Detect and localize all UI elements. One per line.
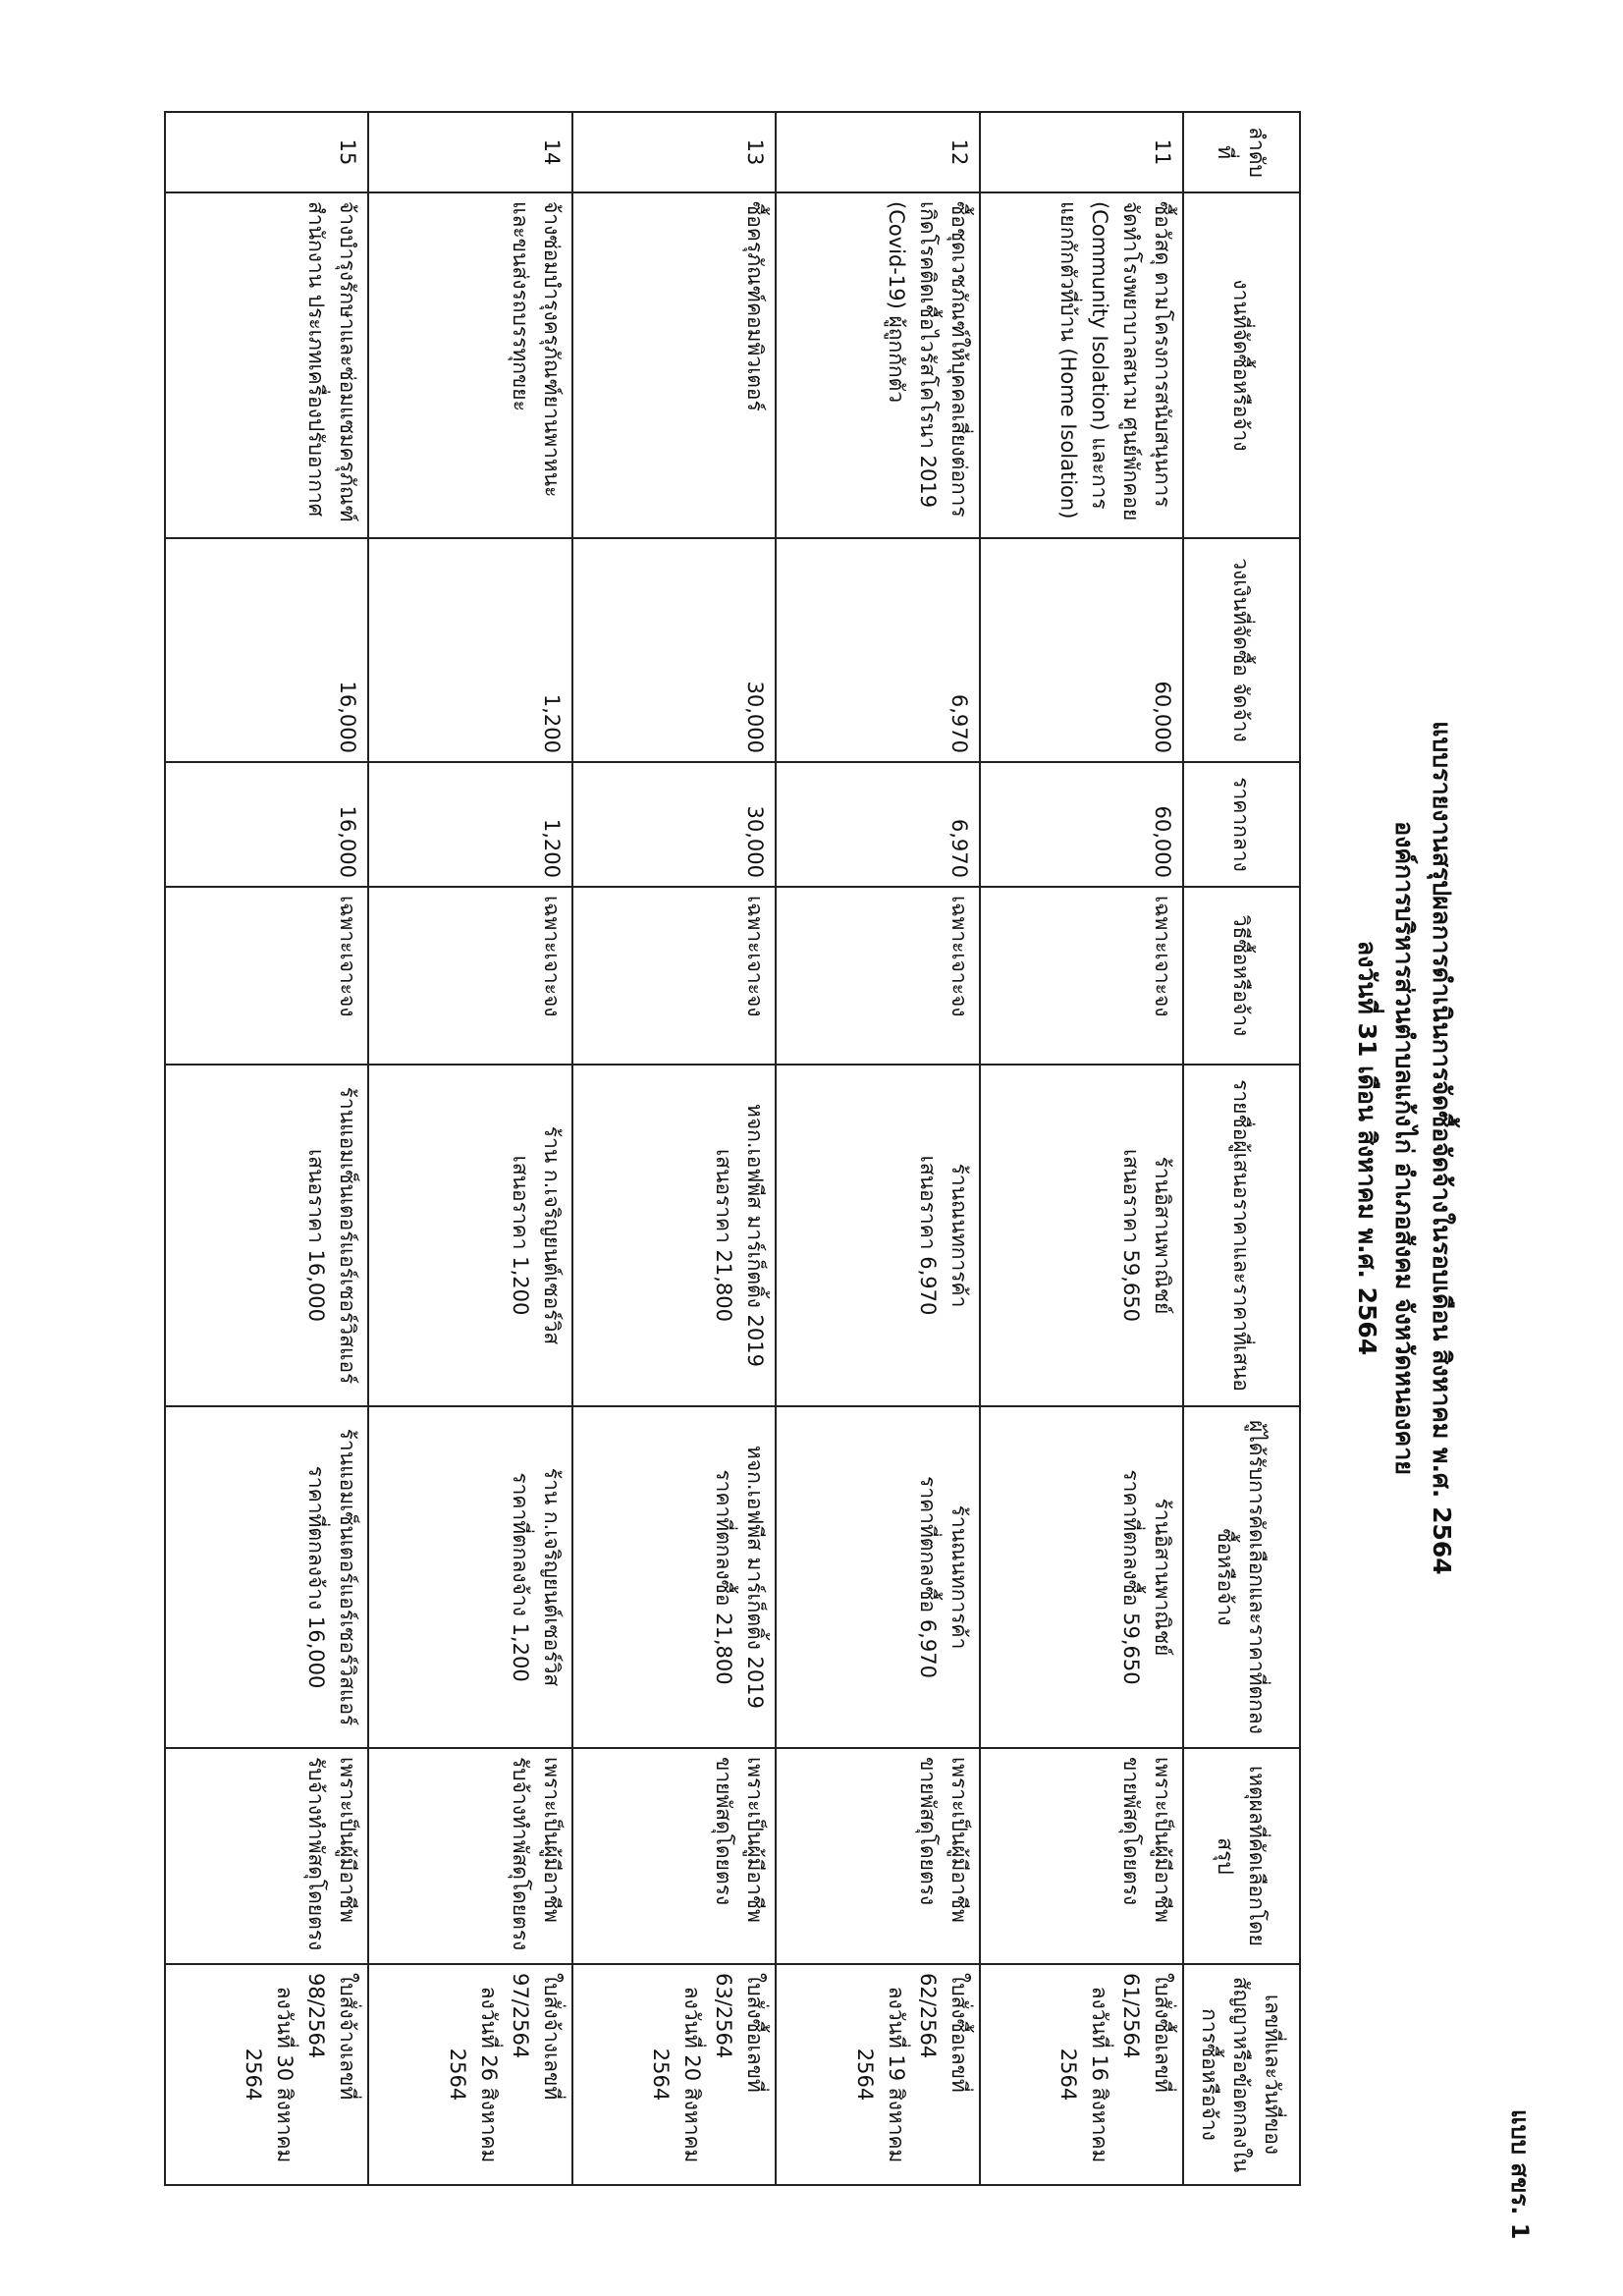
- row-winner: [572, 1406, 776, 1748]
- row-method: เฉพาะเจาะจง: [980, 887, 1183, 1065]
- winner-name: ร้าน ก.เจริญยนต์เซอร์วิส: [539, 1467, 564, 1687]
- winner-price: ราคาที่ตกลงจ้าง 16,000: [304, 1465, 329, 1689]
- contract-year: 2564: [852, 2048, 877, 2102]
- row-bidders: [980, 1065, 1183, 1406]
- bidder-name: ร้านณนทการค้า: [947, 1163, 971, 1308]
- winner-name: ร้านแอมเซ็นเตอร์แอร์เซอร์วิสแอร์: [336, 1428, 360, 1726]
- winner-price: ราคาที่ตกลงซื้อ 21,800: [712, 1469, 736, 1685]
- row-median-price: 1,200: [368, 762, 571, 887]
- row-contract: [776, 1964, 979, 2185]
- table-row: [368, 112, 571, 2185]
- bidder-price: เสนอราคา 1,200: [508, 1155, 532, 1316]
- row-median-price: 30,000: [572, 762, 776, 887]
- organization-name: องค์การบริหารส่วนตำบลแก้งไก่ อำเภอสังคม จังหวัดหนองคาย: [1390, 821, 1419, 1475]
- row-contract: [368, 1964, 571, 2185]
- header-bidders: รายชื่อผู้เสนอราคาและราคาที่เสนอ: [1183, 1065, 1300, 1406]
- row-winner: [368, 1406, 571, 1748]
- row-winner: [980, 1406, 1183, 1748]
- bidder-name: ร้านแอมเซ็นเตอร์แอร์เซอร์วิสแอร์: [336, 1086, 360, 1385]
- report-title: แบบรายงานสรุปผลการดำเนินการจัดซื้อจัดจ้างในรอบเดือน สิงหาคม พ.ศ. 2564: [1428, 721, 1456, 1575]
- winner-name: ร้านอิสานพาณิชย์: [1151, 1498, 1174, 1657]
- row-work: ซื้อวัสดุ ตามโครงการสนับสนุนการจัดทำโรงพยาบาลสนาม ศูนย์พักคอย (Community Isolation) และการแยกกักตัวที่บ้าน (Home Isolation): [980, 192, 1183, 538]
- row-reason: เพราะเป็นผู้มีอาชีพขายพัสดุโดยตรง: [980, 1748, 1183, 1964]
- bidder-price: เสนอราคา 16,000: [304, 1148, 329, 1323]
- contract-year: 2564: [1056, 2048, 1080, 2102]
- row-work: ซื้อครุภัณฑ์คอมพิวเตอร์: [572, 192, 776, 538]
- contract-no: ใบสั่งจ้างเลขที่ 97/2564: [508, 1973, 564, 2101]
- row-budget: 16,000: [165, 538, 368, 762]
- row-median-price: 60,000: [980, 762, 1183, 887]
- winner-name: ร้านณนทการค้า: [947, 1504, 971, 1650]
- winner-price: ราคาที่ตกลงซื้อ 6,970: [915, 1476, 940, 1678]
- row-winner: [776, 1406, 979, 1748]
- row-work: จ้างซ่อมบำรุงครุภัณฑ์ยานพาหนะและขนส่งรถบรรทุกขยะ: [368, 192, 571, 538]
- row-budget: 60,000: [980, 538, 1183, 762]
- row-median-price: 16,000: [165, 762, 368, 887]
- bidder-price: เสนอราคา 21,800: [712, 1148, 736, 1323]
- row-no: 15: [165, 112, 368, 192]
- contract-year: 2564: [242, 2048, 266, 2102]
- contract-no: ใบสั่งจ้างเลขที่ 98/2564: [304, 1973, 360, 2101]
- row-no: 11: [980, 112, 1183, 192]
- table-row: [776, 112, 979, 2185]
- row-reason: เพราะเป็นผู้มีอาชีพขายพัสดุโดยตรง: [776, 1748, 979, 1964]
- contract-no: ใบสั่งซื้อเลขที่ 61/2564: [1119, 1973, 1174, 2093]
- row-work: จ้างบำรุงรักษาและซ่อมแซมครุภัณฑ์สำนักงาน ประเภทเครื่องปรับอากาศ: [165, 192, 368, 538]
- contract-no: ใบสั่งซื้อเลขที่ 62/2564: [915, 1973, 971, 2093]
- winner-price: ราคาที่ตกลงซื้อ 59,650: [1119, 1469, 1143, 1685]
- bidder-name: ร้านอิสานพาณิชย์: [1151, 1156, 1174, 1315]
- row-no: 13: [572, 112, 776, 192]
- row-work: ซื้อชุดเวชภัณฑ์ให้บุคคลเสี่ยงต่อการเกิดโรคติดเชื้อไวรัสโคโรนา 2019 (Covid-19) ผู้ถูกกักตัว: [776, 192, 979, 538]
- row-bidders: [776, 1065, 979, 1406]
- contract-date: ลงวันที่ 19 สิงหาคม: [884, 1986, 908, 2163]
- row-contract: [980, 1964, 1183, 2185]
- winner-name: หจก.เอฟพีส มาร์เก็ตติ้ง 2019: [743, 1446, 768, 1709]
- row-no: 12: [776, 112, 979, 192]
- bidder-price: เสนอราคา 59,650: [1119, 1148, 1143, 1323]
- row-contract: [165, 1964, 368, 2185]
- row-reason: เพราะเป็นผู้มีอาชีพรับจ้างทำพัสดุโดยตรง: [368, 1748, 571, 1964]
- contract-date: ลงวันที่ 26 สิงหาคม: [476, 1986, 501, 2163]
- header-no: ลำดับที่: [1183, 112, 1300, 192]
- row-method: เฉพาะเจาะจง: [165, 887, 368, 1065]
- header-budget: วงเงินที่จัดซื้อ จัดจ้าง: [1183, 538, 1300, 762]
- contract-date: ลงวันที่ 20 สิงหาคม: [680, 1986, 705, 2163]
- row-method: เฉพาะเจาะจง: [776, 887, 979, 1065]
- header-winner: ผู้ได้รับการคัดเลือกและราคาที่ตกลงซื้อหรือจ้าง: [1183, 1406, 1300, 1748]
- table-row: [572, 112, 776, 2185]
- header-contract: เลขที่และวันที่ของสัญญาหรือข้อตกลงในการซื้อหรือจ้าง: [1183, 1964, 1300, 2185]
- contract-date: ลงวันที่ 16 สิงหาคม: [1088, 1986, 1111, 2163]
- header-row: [1183, 112, 1300, 2185]
- header-median-price: ราคากลาง: [1183, 762, 1300, 887]
- row-budget: 6,970: [776, 538, 979, 762]
- contract-no: ใบสั่งซื้อเลขที่ 63/2564: [712, 1973, 768, 2093]
- bidder-price: เสนอราคา 6,970: [915, 1155, 940, 1316]
- row-no: 14: [368, 112, 571, 192]
- winner-price: ราคาที่ตกลงจ้าง 1,200: [508, 1472, 532, 1682]
- procurement-table: [164, 111, 1301, 2186]
- report-date: ลงวันที่ 31 เดือน สิงหาคม พ.ศ. 2564: [1353, 940, 1381, 1356]
- row-contract: [572, 1964, 776, 2185]
- contract-date: ลงวันที่ 30 สิงหาคม: [273, 1986, 298, 2163]
- contract-year: 2564: [445, 2048, 469, 2102]
- row-bidders: [572, 1065, 776, 1406]
- row-budget: 30,000: [572, 538, 776, 762]
- row-reason: เพราะเป็นผู้มีอาชีพขายพัสดุโดยตรง: [572, 1748, 776, 1964]
- table-row: [165, 112, 368, 2185]
- bidder-name: หจก.เอฟพีส มาร์เก็ตติ้ง 2019: [743, 1104, 768, 1367]
- bidder-name: ร้าน ก.เจริญยนต์เซอร์วิส: [539, 1125, 564, 1345]
- header-method: วิธีซื้อหรือจ้าง: [1183, 887, 1300, 1065]
- row-method: เฉพาะเจาะจง: [368, 887, 571, 1065]
- row-reason: เพราะเป็นผู้มีอาชีพรับจ้างทำพัสดุโดยตรง: [165, 1748, 368, 1964]
- header-reason: เหตุผลที่คัดเลือกโดยสรุป: [1183, 1748, 1300, 1964]
- row-bidders: [165, 1065, 368, 1406]
- row-bidders: [368, 1065, 571, 1406]
- form-code: แบบ สขร. 1: [1506, 2109, 1534, 2240]
- row-median-price: 6,970: [776, 762, 979, 887]
- row-method: เฉพาะเจาะจง: [572, 887, 776, 1065]
- table-row: [980, 112, 1183, 2185]
- contract-year: 2564: [649, 2048, 674, 2102]
- row-budget: 1,200: [368, 538, 571, 762]
- header-work: งานที่จัดซื้อหรือจ้าง: [1183, 192, 1300, 538]
- row-winner: [165, 1406, 368, 1748]
